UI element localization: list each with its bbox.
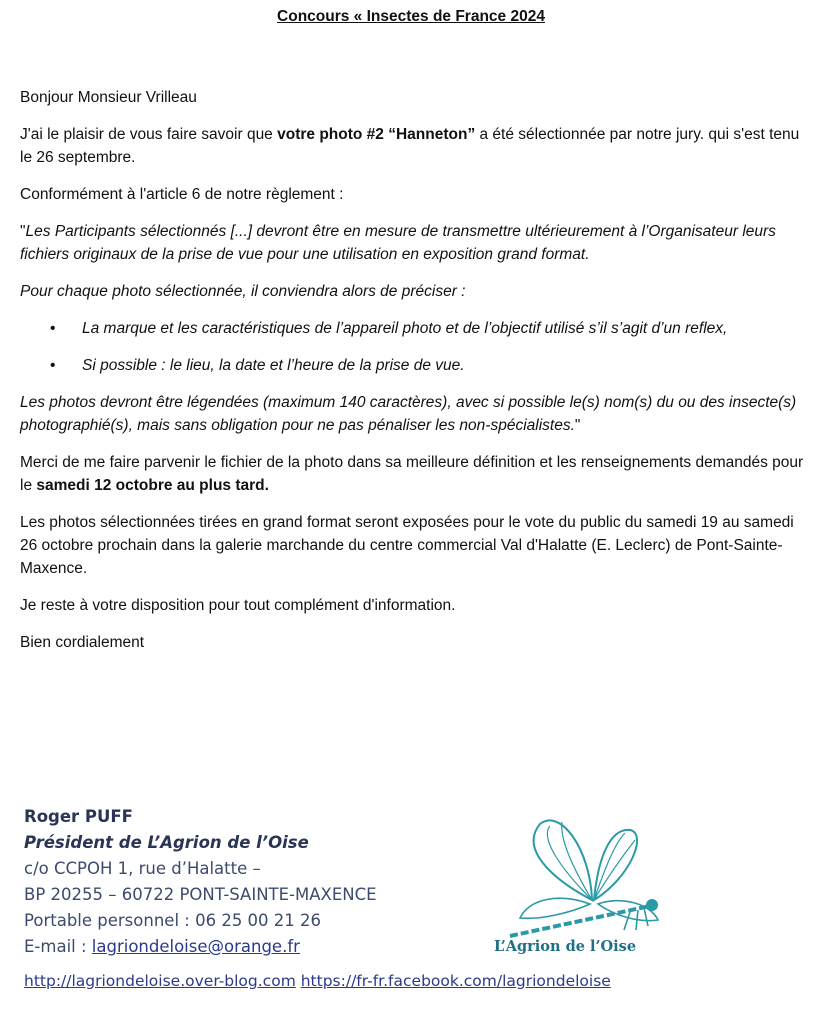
address-line-2: BP 20255 – 60722 PONT-SAINTE-MAXENCE [24,885,377,904]
text: a été sélectionnée par notre jury. qui s'est tenu le 26 septembre. [20,126,800,166]
list-item [20,354,805,377]
wing-shape [562,822,592,900]
quote-closing [20,391,805,437]
quote-text: Les Participants sélectionnés [...] devront être en mesure de transmettre ultérieurement à l’Organisateur leurs fichiers originaux de la prise de vue pour une utilisation en exposition grand format. [20,223,776,263]
greeting: Bonjour Monsieur Vrilleau [20,89,197,106]
list-item [20,317,805,340]
web-links [24,972,611,990]
head-shape [646,899,658,911]
paragraph-rules-intro: Conformément à l'article 6 de notre règlement : [20,186,344,203]
deadline-date: samedi 12 octobre au plus tard. [36,477,269,494]
quote-rules [20,220,805,266]
phone: Portable personnel : 06 25 00 21 26 [24,911,322,930]
paragraph-exhibition: Les photos sélectionnées tirées en grand format seront exposées pour le vote du public du samedi 19 au samedi 26 octobre prochain dans la galerie marchande du centre commercial Val d'Halatte (E. Leclerc) de Pont-Sainte-Maxence. [20,514,794,577]
text: Merci de me faire parvenir le fichier de la photo dans sa meilleure définition et les renseignements demandés pour le [20,454,804,494]
closing: Bien cordialement [20,634,145,651]
quote-closing-text: Les photos devront être légendées (maximum 140 caractères), avec si possible le(s) nom(s) du ou des insecte(s) photographié(s), mais sans obligation pour ne pas pénaliser les non-spécialistes. [20,394,797,434]
bullet-icon: • [50,320,56,337]
signature-block [24,804,544,960]
email-line [24,934,544,960]
blog-link[interactable]: http://lagriondeloise.over-blog.com [24,972,296,990]
bullet-icon: • [50,357,56,374]
signer-role: Président de L’Agrion de l’Oise [24,833,309,852]
body-shape [510,906,650,936]
letter-title: Concours « Insectes de France 2024 [277,8,545,25]
paragraph-selection [20,123,805,169]
facebook-link[interactable]: https://fr-fr.facebook.com/lagriondeloise [300,972,611,990]
text: J'ai le plaisir de vous faire savoir que [20,126,278,143]
requirements-list [20,317,805,377]
logo-caption: L’Agrion de l’Oise [494,938,637,955]
paragraph-deadline [20,451,805,497]
photo-title: votre photo #2 “Hanneton” [277,126,476,143]
address-line-1: c/o CCPOH 1, rue d’Halatte – [24,859,261,878]
quote-close: " [574,417,581,434]
list-item-text: La marque et les caractéristiques de l’appareil photo et de l’objectif utilisé s’il s’agit d’un reflex, [82,320,728,337]
list-item-text: Si possible : le lieu, la date et l’heure de la prise de vue. [82,357,465,374]
paragraph-availability: Je reste à votre disposition pour tout complément d'information. [20,597,456,614]
quote-intro: Pour chaque photo sélectionnée, il conviendra alors de préciser : [20,283,466,300]
quote-open: " [20,223,26,240]
signer-name: Roger PUFF [24,807,133,826]
wing-shape [520,898,590,918]
letter-body [20,86,805,668]
email-label: E-mail : [24,937,92,956]
email-link[interactable]: lagriondeloise@orange.fr [91,937,300,956]
